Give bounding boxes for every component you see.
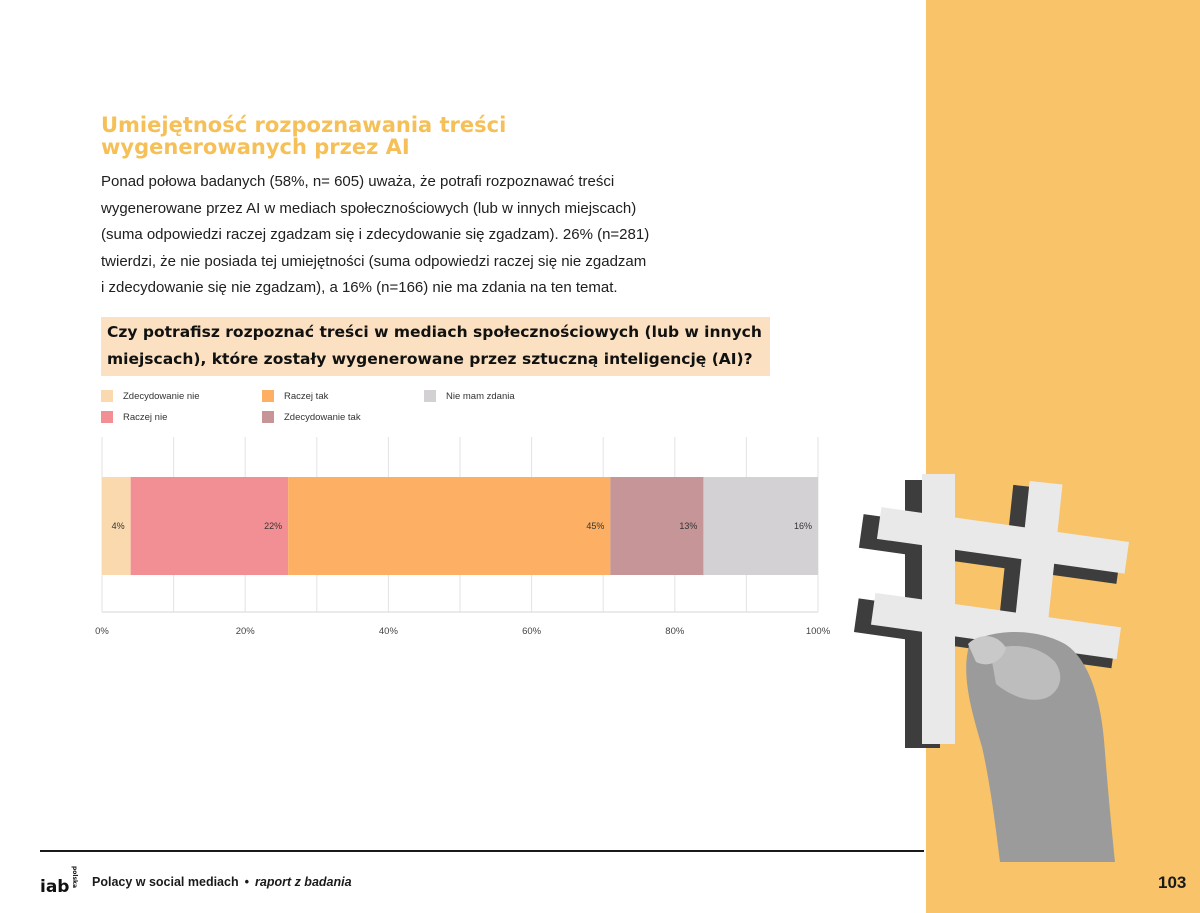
x-tick-label: 20% — [235, 626, 255, 637]
legend-label: Raczej nie — [123, 411, 168, 423]
legend-label: Zdecydowanie tak — [284, 411, 361, 423]
section-title-line: Umiejętność rozpoznawania treści — [101, 113, 507, 137]
x-tick-label: 100% — [805, 626, 831, 637]
data-label: 22% — [264, 521, 283, 531]
intro-line: i zdecydowanie się nie zgadzam), a 16% (n=166) nie ma zdania na ten temat. — [101, 279, 618, 296]
intro-line: wygenerowane przez AI w mediach społecznościowych (lub w innych miejscach) — [101, 199, 637, 217]
footer-title: Polacy w social mediach — [92, 875, 239, 889]
intro-line: twierdzi, że nie posiada tej umiejętności (suma odpowiedzi raczej się nie zgadzam — [101, 252, 647, 270]
legend-label: Raczej tak — [284, 390, 329, 402]
data-label: 16% — [793, 521, 812, 531]
footer-bullet: • — [244, 875, 249, 889]
x-tick-label: 80% — [665, 626, 685, 637]
logo-sub: polska — [71, 866, 78, 889]
x-tick-label: 0% — [95, 626, 109, 637]
x-tick-label: 40% — [378, 626, 398, 637]
intro-line: (suma odpowiedzi raczej zgadzam się i zdecydowanie się zgadzam). 26% (n=281) — [101, 226, 650, 243]
bar-segment — [288, 477, 610, 575]
logo-text: iab — [40, 877, 70, 897]
footer-report-title — [92, 875, 352, 889]
data-label: 45% — [586, 521, 605, 531]
legend-label: Zdecydowanie nie — [123, 390, 200, 402]
footer-subtitle: raport z badania — [255, 875, 352, 889]
data-label: 4% — [111, 521, 125, 531]
x-tick-label: 60% — [522, 626, 542, 637]
legend-label: Nie mam zdania — [446, 390, 515, 402]
section-title-line: wygenerowanych przez AI — [101, 135, 410, 159]
question-line: Czy potrafisz rozpoznać treści w mediach społecznościowych (lub w innych — [107, 323, 762, 341]
intro-line: Ponad połowa badanych (58%, n= 605) uważa, że potrafi rozpoznawać treści — [101, 173, 615, 190]
footer-divider — [40, 850, 924, 852]
iab-polska-logo — [40, 862, 76, 898]
page-number: 103 — [1158, 873, 1187, 892]
question-line: miejscach), które zostały wygenerowane przez sztuczną inteligencję (AI)? — [107, 350, 753, 368]
data-label: 13% — [679, 521, 698, 531]
